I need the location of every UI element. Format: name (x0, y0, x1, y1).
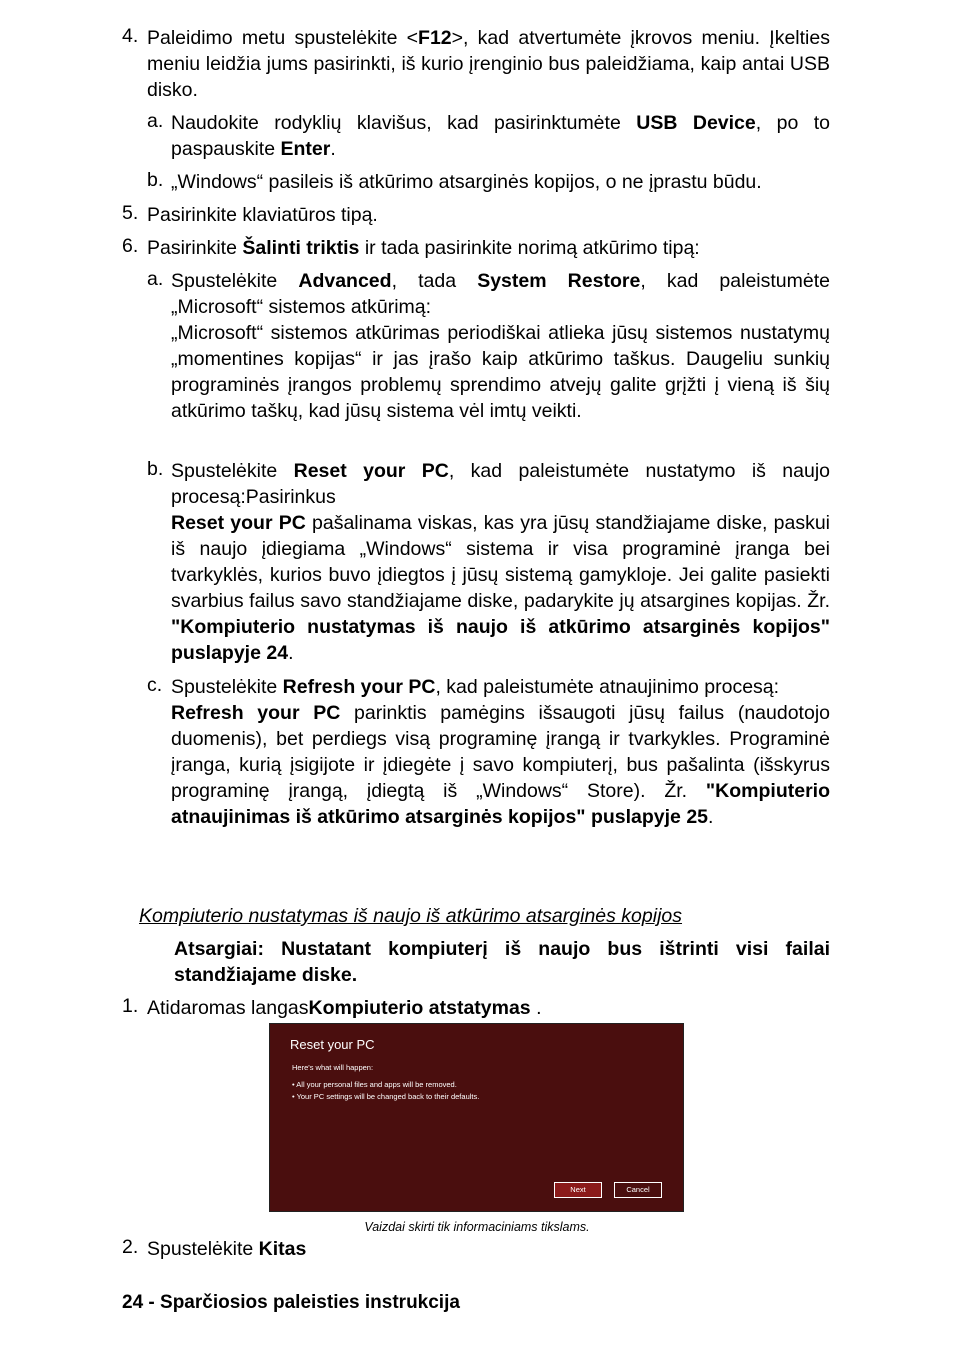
screenshot-bullet: • Your PC settings will be changed back to their defaults. (292, 1092, 480, 1101)
section-heading: Kompiuterio nustatymas iš naujo iš atkūrimo atsarginės kopijos (139, 905, 683, 927)
image-caption: Vaizdai skirti tik informaciniams tikslams. (364, 1220, 590, 1234)
screenshot-bullet: • All your personal files and apps will be removed. (292, 1080, 457, 1089)
list-item-6a (0, 268, 954, 424)
item-description: Refresh your PC parinktis pamėgins išsaugoti jūsų failus (naudotojo duomenis), bet perdiegs visą programinę įrangą ir tvarkykles. Programinė įranga, kurią įsigijote ir įdiegėte į savo kompiuterį, bus pašalinta (išskyrus programinę įrangą, įdiegtą iš „Windows“ Store). Žr. "Kompiuterio atnaujinimas iš atkūrimo atsarginės kopijos" puslapyje 25. (171, 702, 830, 828)
list-item-6 (0, 235, 954, 261)
reset-pc-screenshot (269, 1023, 684, 1212)
list-item-6b (0, 458, 954, 666)
step-1 (0, 995, 954, 1021)
page-footer: 24 - Sparčiosios paleisties instrukcija (122, 1292, 460, 1313)
list-item-4 (0, 25, 954, 103)
list-number: 2. (122, 1236, 139, 1258)
item-text: Naudokite rodyklių klavišus, kad pasirinktumėte USB Device, po to paspauskite Enter. (171, 112, 831, 160)
item-text: Pasirinkite Šalinti triktis ir tada pasirinkite norimą atkūrimo tipą: (147, 237, 700, 259)
item-description: Reset your PC pašalinama viskas, kas yra jūsų standžiajame diske, paskui iš naujo įdiegiama „Windows“ sistema ir visa programinė įranga bei tvarkyklės, kurios buvo įdiegtos į jūsų sistemą gamykloje. Jei galite pasiekti svarbius failus savo standžiajame diske, padarykite jų atsargines kopijas. Žr. "Kompiuterio nustatymas iš naujo iš atkūrimo atsarginės kopijos" puslapyje 24. (171, 512, 831, 664)
next-button[interactable]: Next (554, 1182, 602, 1198)
list-number: 1. (122, 995, 139, 1017)
step-2 (0, 1236, 954, 1262)
item-text: Spustelėkite Kitas (147, 1238, 307, 1260)
list-item-4a (0, 110, 954, 162)
item-text: Spustelėkite Refresh your PC, kad paleistumėte atnaujinimo procesą: (171, 676, 780, 698)
item-text: „Windows“ pasileis iš atkūrimo atsarginės kopijos, o ne įprastu būdu. (171, 171, 762, 193)
list-item-6c (0, 674, 954, 830)
list-letter: c. (147, 674, 163, 696)
list-item-5 (0, 202, 954, 228)
cancel-button[interactable]: Cancel (614, 1182, 662, 1198)
section-heading-block (0, 903, 954, 929)
warning-block (0, 936, 954, 988)
item-description: „Microsoft“ sistemos atkūrimas periodiškai atlieka jūsų sistemos nustatymų „momentines kopijas“ ir jas įrašo kaip atkūrimo taškus. Daugeliu sunkių programinės įrangos problemų sprendimo atvejų galite grįžti į vieną iš šių atkūrimo taškų, kad jūsų sistema vėl imtų veikti. (171, 322, 830, 422)
warning-text: Atsargiai: Nustatant kompiuterį iš naujo bus ištrinti visi failai standžiajame diske. (174, 938, 830, 986)
item-text: Spustelėkite Reset your PC, kad paleistumėte nustatymo iš naujo procesą:Pasirinkus (171, 460, 831, 508)
list-number: 4. (122, 25, 139, 47)
list-letter: b. (147, 169, 164, 191)
item-text: Atidaromas langasKompiuterio atstatymas . (147, 997, 542, 1019)
list-letter: a. (147, 110, 164, 132)
cross-reference: "Kompiuterio atnaujinimas iš atkūrimo atsarginės kopijos" puslapyje 25 (171, 780, 830, 828)
list-letter: b. (147, 458, 164, 480)
list-letter: a. (147, 268, 164, 290)
cross-reference: "Kompiuterio nustatymas iš naujo iš atkūrimo atsarginės kopijos" puslapyje 24 (171, 616, 830, 664)
screenshot-title: Reset your PC (290, 1037, 375, 1052)
list-number: 5. (122, 202, 139, 224)
item-text: Spustelėkite Advanced, tada System Restore, kad paleistumėte „Microsoft“ sistemos atkūrimą: (171, 270, 830, 318)
list-number: 6. (122, 235, 139, 257)
item-text: Pasirinkite klaviatūros tipą. (147, 204, 378, 226)
list-item-4b (0, 169, 954, 195)
item-text: Paleidimo metu spustelėkite <F12>, kad atvertumėte įkrovos meniu. Įkelties meniu leidžia jums pasirinkti, iš kurio įrenginio bus paleidžiama, kaip antai USB disko. (147, 27, 830, 101)
screenshot-subtitle: Here's what will happen: (292, 1063, 374, 1072)
